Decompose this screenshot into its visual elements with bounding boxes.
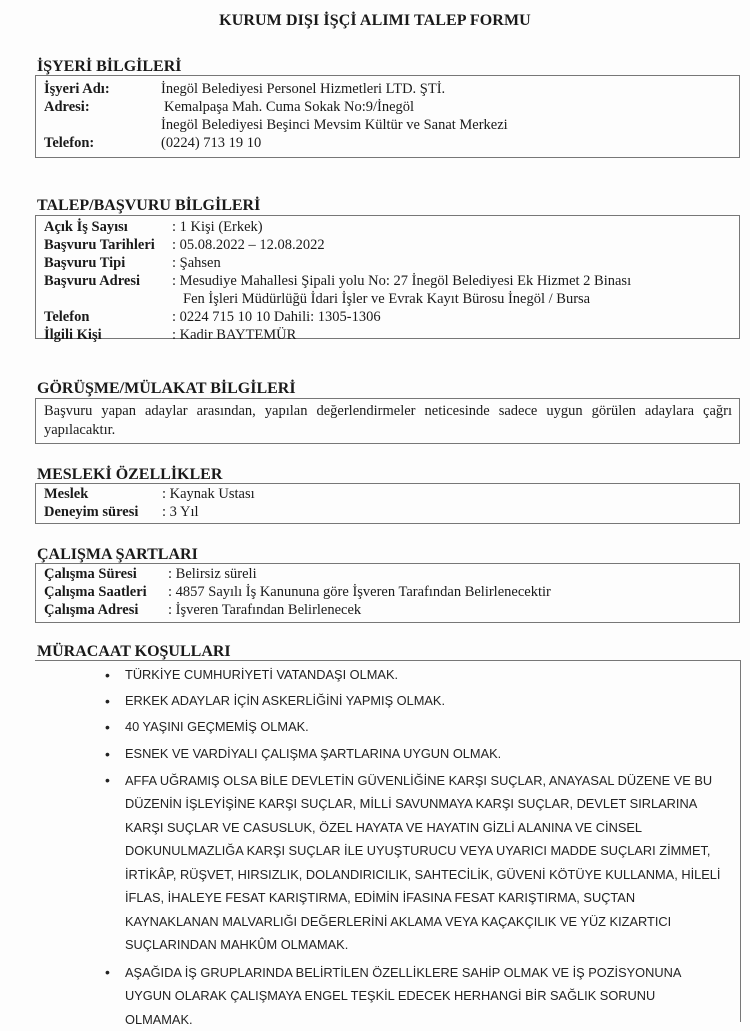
calisma-row-duration — [36, 565, 739, 583]
isyeri-row-phone — [36, 134, 739, 152]
condition-text: AŞAĞIDA İŞ GRUPLARINDA BELİRTİLEN ÖZELLİKLERE SAHİP OLMAK VE İŞ POZİSYONUNA UYGUN OLARAK ÇALIŞMAYA ENGEL TEŞKİL EDECEK HERHANGİ BİR SAĞLIK SORUNU OLMAMAK. — [125, 964, 681, 1027]
field-label: Başvuru Tarihleri — [44, 237, 155, 253]
field-label: Çalışma Süresi — [44, 566, 137, 582]
bullet-icon: • — [105, 667, 110, 683]
condition-item — [35, 716, 740, 738]
condition-item — [35, 769, 740, 957]
condition-text: AFFA UĞRAMIŞ OLSA BİLE DEVLETİN GÜVENLİĞİNE KARŞI SUÇLAR, ANAYASAL DÜZENE VE BU DÜZENİN İŞLEYİŞİNE KARŞI SUÇLAR, MİLLİ SAVUNMAYA KARŞI SUÇLAR, DEVLET SIRLARINA KARŞI SUÇLAR VE CASUSLUK, ÖZEL HAYATA VE HAYATIN GİZLİ ALANINA VE CİNSEL DOKUNULMAZLIĞA KARŞI SUÇLAR İLE UYUŞTURUCU VEYA UYARICI MADDE SUÇLARI ZİMMET, İRTİKÂP, RÜŞVET, HIRSIZLIK, DOLANDIRICILIK, SAHTECİLİK, GÜVENİ KÖTÜYE KULLANMA, HİLELİ İFLAS, İHALEYE FESAT KARIŞTIRMA, EDİMİN İFASINA FESAT KARIŞTIRMA, SUÇTAN KAYNAKLANAN MALVARLIĞI DEĞERLERİNİ AKLAMA VEYA KAÇAKÇILIK VE YÜZ KIZARTICI SUÇLARINDAN MAHKÛM OLMAMAK. — [125, 772, 721, 953]
bullet-icon: • — [105, 771, 110, 788]
talep-row-type — [36, 254, 739, 272]
talep-row-address — [36, 272, 739, 290]
section-title-calisma: ÇALIŞMA ŞARTLARI — [37, 546, 198, 563]
bullet-icon: • — [105, 963, 110, 980]
mesleki-row-experience — [36, 503, 739, 521]
section-title-mesleki: MESLEKİ ÖZELLİKLER — [37, 466, 223, 483]
section-title-gorusme: GÖRÜŞME/MÜLAKAT BİLGİLERİ — [37, 380, 296, 397]
condition-item — [35, 664, 740, 686]
field-value: (0224) 713 19 10 — [161, 135, 262, 151]
mesleki-row-profession — [36, 485, 739, 503]
section-title-muracaat: MÜRACAAT KOŞULLARI — [37, 643, 231, 660]
talep-box — [35, 215, 740, 343]
field-label: Çalışma Saatleri — [44, 584, 147, 600]
field-label: Telefon — [44, 309, 90, 325]
mesleki-box — [35, 483, 740, 524]
isyeri-box — [35, 75, 740, 158]
muracaat-box — [35, 660, 741, 1027]
field-label: Açık İş Sayısı — [44, 219, 128, 235]
isyeri-row-name — [36, 80, 739, 98]
field-label: Deneyim süresi — [44, 504, 139, 520]
condition-text: 40 YAŞINI GEÇMEMİŞ OLMAK. — [125, 719, 309, 735]
condition-text: ERKEK ADAYLAR İÇİN ASKERLİĞİNİ YAPMIŞ OLMAK. — [125, 693, 446, 709]
field-value: : 05.08.2022 – 12.08.2022 — [172, 237, 325, 253]
talep-row-dates — [36, 236, 739, 254]
section-title-isyeri: İŞYERİ BİLGİLERİ — [37, 58, 182, 75]
field-value: Kemalpaşa Mah. Cuma Sokak No:9/İnegöl — [164, 99, 415, 115]
field-label: Başvuru Adresi — [44, 273, 141, 289]
field-label: Başvuru Tipi — [44, 255, 126, 271]
field-value: : Kaynak Ustası — [162, 486, 255, 502]
field-value: İnegöl Belediyesi Personel Hizmetleri LTD. ŞTİ. — [161, 81, 446, 97]
calisma-row-address — [36, 601, 739, 619]
condition-text: TÜRKİYE CUMHURİYETİ VATANDAŞI OLMAK. — [125, 667, 399, 682]
field-value: : 4857 Sayılı İş Kanununa göre İşveren Tarafından Belirlenecektir — [168, 584, 551, 600]
condition-item — [35, 743, 740, 765]
isyeri-row-address — [36, 98, 739, 116]
field-label: İşyeri Adı: — [44, 81, 110, 97]
bullet-icon: • — [105, 745, 110, 762]
bullet-icon: • — [105, 719, 110, 736]
condition-item — [35, 690, 740, 712]
talep-row-contact — [36, 326, 739, 344]
talep-row-phone — [36, 308, 739, 326]
field-value: İnegöl Belediyesi Beşinci Mevsim Kültür ve Sanat Merkezi — [161, 117, 508, 133]
document-title: KURUM DIŞI İŞÇİ ALIMI TALEP FORMU — [219, 12, 531, 29]
field-value: : Şahsen — [172, 255, 221, 271]
field-label: Meslek — [44, 486, 89, 502]
bullet-icon: • — [105, 693, 110, 710]
field-label: Telefon: — [44, 135, 95, 151]
conditions-list — [35, 661, 740, 1031]
field-value: : Belirsiz süreli — [168, 566, 257, 582]
condition-text: ESNEK VE VARDİYALI ÇALIŞMA ŞARTLARINA UYGUN OLMAK. — [125, 745, 502, 761]
calisma-row-hours — [36, 583, 739, 601]
field-value: : İşveren Tarafından Belirlenecek — [168, 602, 362, 618]
condition-item — [35, 961, 740, 1031]
field-value: : Mesudiye Mahallesi Şipali yolu No: 27 İnegöl Belediyesi Ek Hizmet 2 Binası — [172, 273, 632, 289]
field-value: : 0224 715 10 10 Dahili: 1305-1306 — [172, 309, 381, 325]
field-value: : Kadir BAYTEMÜR — [172, 327, 297, 343]
field-value: : 3 Yıl — [162, 504, 199, 520]
gorusme-box — [35, 398, 740, 444]
field-label: Adresi: — [44, 99, 90, 115]
field-label: Çalışma Adresi — [44, 602, 139, 618]
isyeri-row-address-cont — [36, 116, 739, 134]
talep-row-open-jobs — [36, 218, 739, 236]
field-value: Fen İşleri Müdürlüğü İdari İşler ve Evrak Kayıt Bürosu İnegöl / Bursa — [183, 291, 591, 307]
gorusme-text: Başvuru yapan adaylar arasından, yapılan değerlendirmeler neticesinde sadece uygun görülen adaylara çağrı yapılacaktır. — [44, 403, 732, 438]
field-label: İlgili Kişi — [44, 327, 102, 343]
talep-row-address-cont — [36, 290, 739, 308]
calisma-box — [35, 563, 740, 623]
field-value: : 1 Kişi (Erkek) — [172, 219, 263, 235]
section-title-talep: TALEP/BAŞVURU BİLGİLERİ — [37, 197, 261, 214]
